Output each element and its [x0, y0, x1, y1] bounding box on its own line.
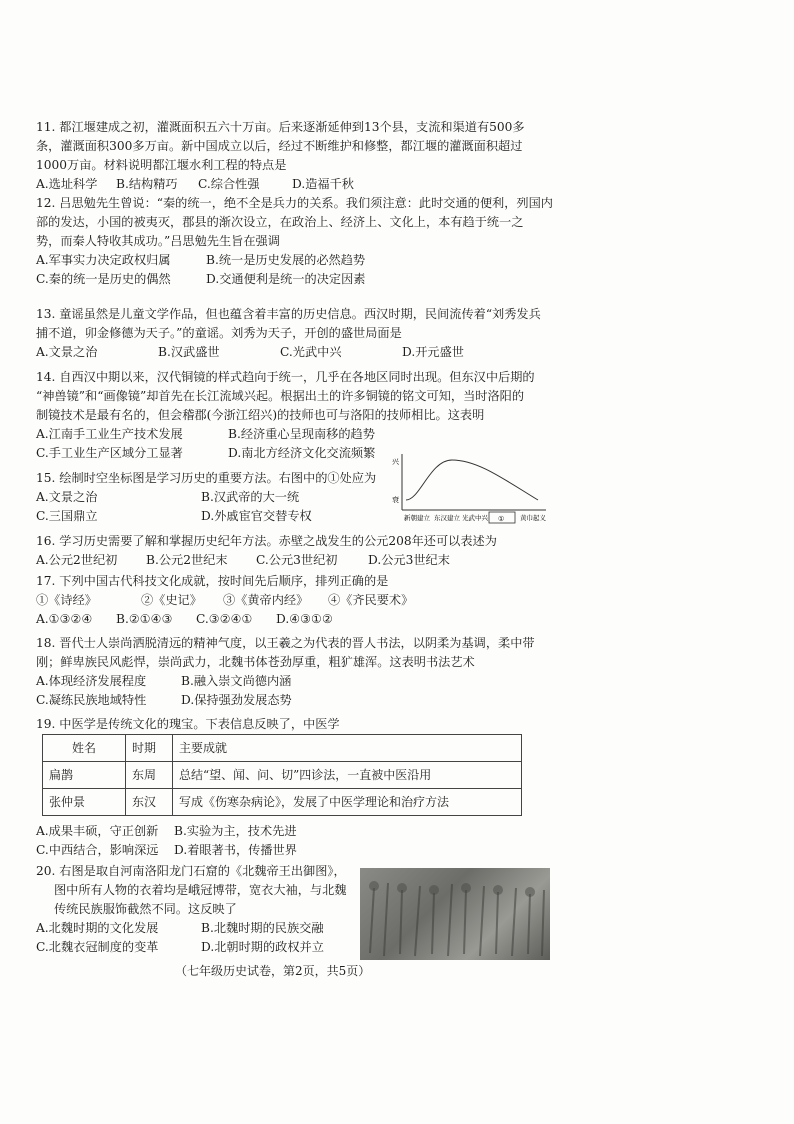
item-1: ①《诗经》	[36, 593, 97, 607]
cell-achievement: 写成《伤寒杂病论》，发展了中医学理论和治疗方法	[173, 789, 522, 816]
option-b: B.②①④③	[116, 612, 173, 626]
options	[36, 551, 566, 570]
option-a: A.体现经济发展程度	[36, 674, 147, 688]
question-17	[36, 572, 566, 629]
cell-period: 东周	[126, 762, 173, 789]
option-b: B.实验为主，技术先进	[174, 824, 297, 838]
option-a: A.文景之治	[36, 345, 98, 359]
items	[36, 591, 566, 610]
option-d: D.交通便利是统一的决定因素	[206, 272, 366, 286]
question-text: 13. 童谣虽然是儿童文学作品，但也蕴含着丰富的历史信息。西汉时期，民间流传着“刘秀发兵	[36, 307, 541, 321]
options	[36, 343, 566, 362]
options	[36, 672, 566, 691]
option-d: D.造福千秋	[292, 177, 354, 191]
question-text: 17. 下列中国古代科技文化成就，按时间先后顺序，排列正确的是	[36, 574, 389, 588]
stone-relief-photo	[360, 868, 550, 960]
question-text: 11. 都江堰建成之初，灌溉面积五六十万亩。后来逐渐延伸到13个县，支流和渠道有500多	[36, 120, 525, 134]
option-d: D.④③①②	[276, 612, 333, 626]
option-c: C.手工业生产区域分工显著	[36, 446, 183, 460]
question-text: 15. 绘制时空坐标图是学习历史的重要方法。右图中的①处应为	[36, 471, 377, 485]
page-footer: （七年级历史试卷，第2页，共5页）	[175, 964, 371, 978]
option-b: B.统一是历史发展的必然趋势	[206, 253, 366, 267]
question-text: 12. 吕思勉先生曾说：“秦的统一，绝不全是兵力的关系。我们须注意：此时交通的便利，列国内	[36, 196, 553, 210]
option-c: C.综合性强	[198, 177, 260, 191]
option-a: A.军事实力决定政权归属	[36, 253, 171, 267]
question-16	[36, 532, 566, 570]
item-4: ④《齐民要术》	[328, 593, 414, 607]
table-row	[43, 762, 522, 789]
option-c: C.中西结合，影响深远	[36, 843, 159, 857]
cell-achievement: 总结“望、闻、问、切”四诊法，一直被中医沿用	[173, 762, 522, 789]
question-text: 捕不道，卯金修德为天子。”的童谣。刘秀为天子，开创的盛世局面是	[36, 326, 402, 340]
option-b: B.汉武帝的大一统	[201, 490, 300, 504]
tick-label: ①	[498, 515, 505, 523]
option-c: C.凝练民族地域特性	[36, 693, 147, 707]
option-a: A.公元2世纪初	[36, 553, 118, 567]
question-text: 势，而秦人特收其成功。”吕思勉先生旨在强调	[36, 234, 280, 248]
options	[36, 691, 566, 710]
question-13	[36, 305, 566, 362]
option-d: D.北朝时期的政权并立	[201, 940, 324, 954]
question-19	[36, 715, 566, 860]
options	[36, 270, 566, 289]
option-d: D.南北方经济文化交流频繁	[228, 446, 376, 460]
question-12	[36, 194, 566, 289]
option-c: C.北魏衣冠制度的变革	[36, 940, 159, 954]
tick-label: 东汉建立	[434, 514, 460, 522]
option-a: A.①③②④	[36, 612, 93, 626]
option-b: B.北魏时期的民族交融	[201, 921, 324, 935]
question-text: “神兽镜”和“画像镜”却首先在长江流域兴起。根据出土的许多铜镜的铭文可知，当时洛阳的	[36, 389, 525, 403]
tick-label: 黄巾起义	[520, 514, 546, 522]
question-11	[36, 118, 566, 194]
option-d: D.外戚宦官交替专权	[201, 509, 312, 523]
table-row	[43, 789, 522, 816]
item-2: ②《史记》	[141, 593, 202, 607]
options	[36, 822, 566, 841]
option-d: D.开元盛世	[402, 345, 464, 359]
option-a: A.选址科学	[36, 177, 98, 191]
options	[36, 610, 566, 629]
option-a: A.成果丰硕，守正创新	[36, 824, 159, 838]
option-c: C.秦的统一是历史的偶然	[36, 272, 171, 286]
relief-texture	[360, 868, 550, 960]
options	[36, 488, 396, 507]
cell-period: 东汉	[126, 789, 173, 816]
question-text: 16. 学习历史需要了解和掌握历史纪年方法。赤壁之战发生的公元208年还可以表述为	[36, 534, 497, 548]
trend-curve	[406, 460, 538, 500]
timeline-chart	[390, 450, 550, 534]
question-text: 1000万亩。材料说明都江堰水利工程的特点是	[36, 158, 287, 172]
option-b: B.经济重心呈现南移的趋势	[228, 427, 375, 441]
option-a: A.江南手工业生产技术发展	[36, 427, 183, 441]
cell-name: 扁鹊	[43, 762, 126, 789]
option-b: B.结构精巧	[116, 177, 178, 191]
options	[36, 507, 396, 526]
question-text: 部的发达，小国的被夷灭，郡县的渐次设立，在政治上、经济上、文化上，本有趋于统一之	[36, 215, 524, 229]
tick-label: 新朝建立	[404, 514, 430, 522]
options	[36, 841, 566, 860]
header-period: 时期	[126, 735, 173, 762]
option-d: D.保持强劲发展态势	[181, 693, 292, 707]
question-18	[36, 634, 566, 710]
question-text: 20. 右图是取自河南洛阳龙门石窟的《北魏帝王出御图》，	[36, 864, 346, 878]
option-b: B.公元2世纪末	[146, 553, 228, 567]
option-c: C.③②④①	[196, 612, 253, 626]
question-text: 19. 中医学是传统文化的瑰宝。下表信息反映了，中医学	[36, 717, 340, 731]
table-header-row	[43, 735, 522, 762]
option-a: A.北魏时期的文化发展	[36, 921, 159, 935]
option-c: C.公元3世纪初	[256, 553, 338, 567]
achievement-table	[42, 734, 522, 816]
header-name: 姓名	[43, 735, 126, 762]
options	[36, 425, 566, 444]
question-text: 图中所有人物的衣着均是峨冠博带，宽衣大袖，与北魏	[54, 883, 347, 897]
options	[36, 251, 566, 270]
question-text: 条，灌溉面积300多万亩。新中国成立以后，经过不断维护和修整，都江堰的灌溉面积超过	[36, 139, 523, 153]
question-text: 14. 自西汉中期以来，汉代铜镜的样式趋向于统一，几乎在各地区同时出现。但东汉中后期的	[36, 370, 535, 384]
tick-label: 光武中兴	[462, 514, 488, 522]
header-achievement: 主要成就	[173, 735, 522, 762]
y-label-fall: 衰	[392, 496, 399, 504]
question-text: 刚；鲜卑族民风彪悍，崇尚武力，北魏书体苍劲厚重，粗犷雄浑。这表明书法艺术	[36, 655, 475, 669]
option-b: B.融入崇文尚德内涵	[181, 674, 292, 688]
cell-name: 张仲景	[43, 789, 126, 816]
item-3: ③《黄帝内经》	[223, 593, 309, 607]
options	[36, 175, 566, 194]
option-b: B.汉武盛世	[158, 345, 220, 359]
option-d: D.公元3世纪末	[368, 553, 450, 567]
question-text: 18. 晋代士人崇尚洒脱清远的精神气度，以王羲之为代表的晋人书法，以阴柔为基调，柔中带	[36, 636, 535, 650]
question-14	[36, 368, 566, 463]
option-c: C.光武中兴	[280, 345, 342, 359]
question-15	[36, 469, 396, 526]
option-a: A.文景之治	[36, 490, 98, 504]
option-d: D.着眼著书，传播世界	[174, 843, 297, 857]
y-label-rise: 兴	[392, 458, 399, 466]
question-text: 制镜技术是最有名的，但会稽郡(今浙江绍兴)的技师也可与洛阳的技师相比。这表明	[36, 408, 485, 422]
option-c: C.三国鼎立	[36, 509, 98, 523]
question-text: 传统民族服饰截然不同。这反映了	[54, 902, 237, 916]
